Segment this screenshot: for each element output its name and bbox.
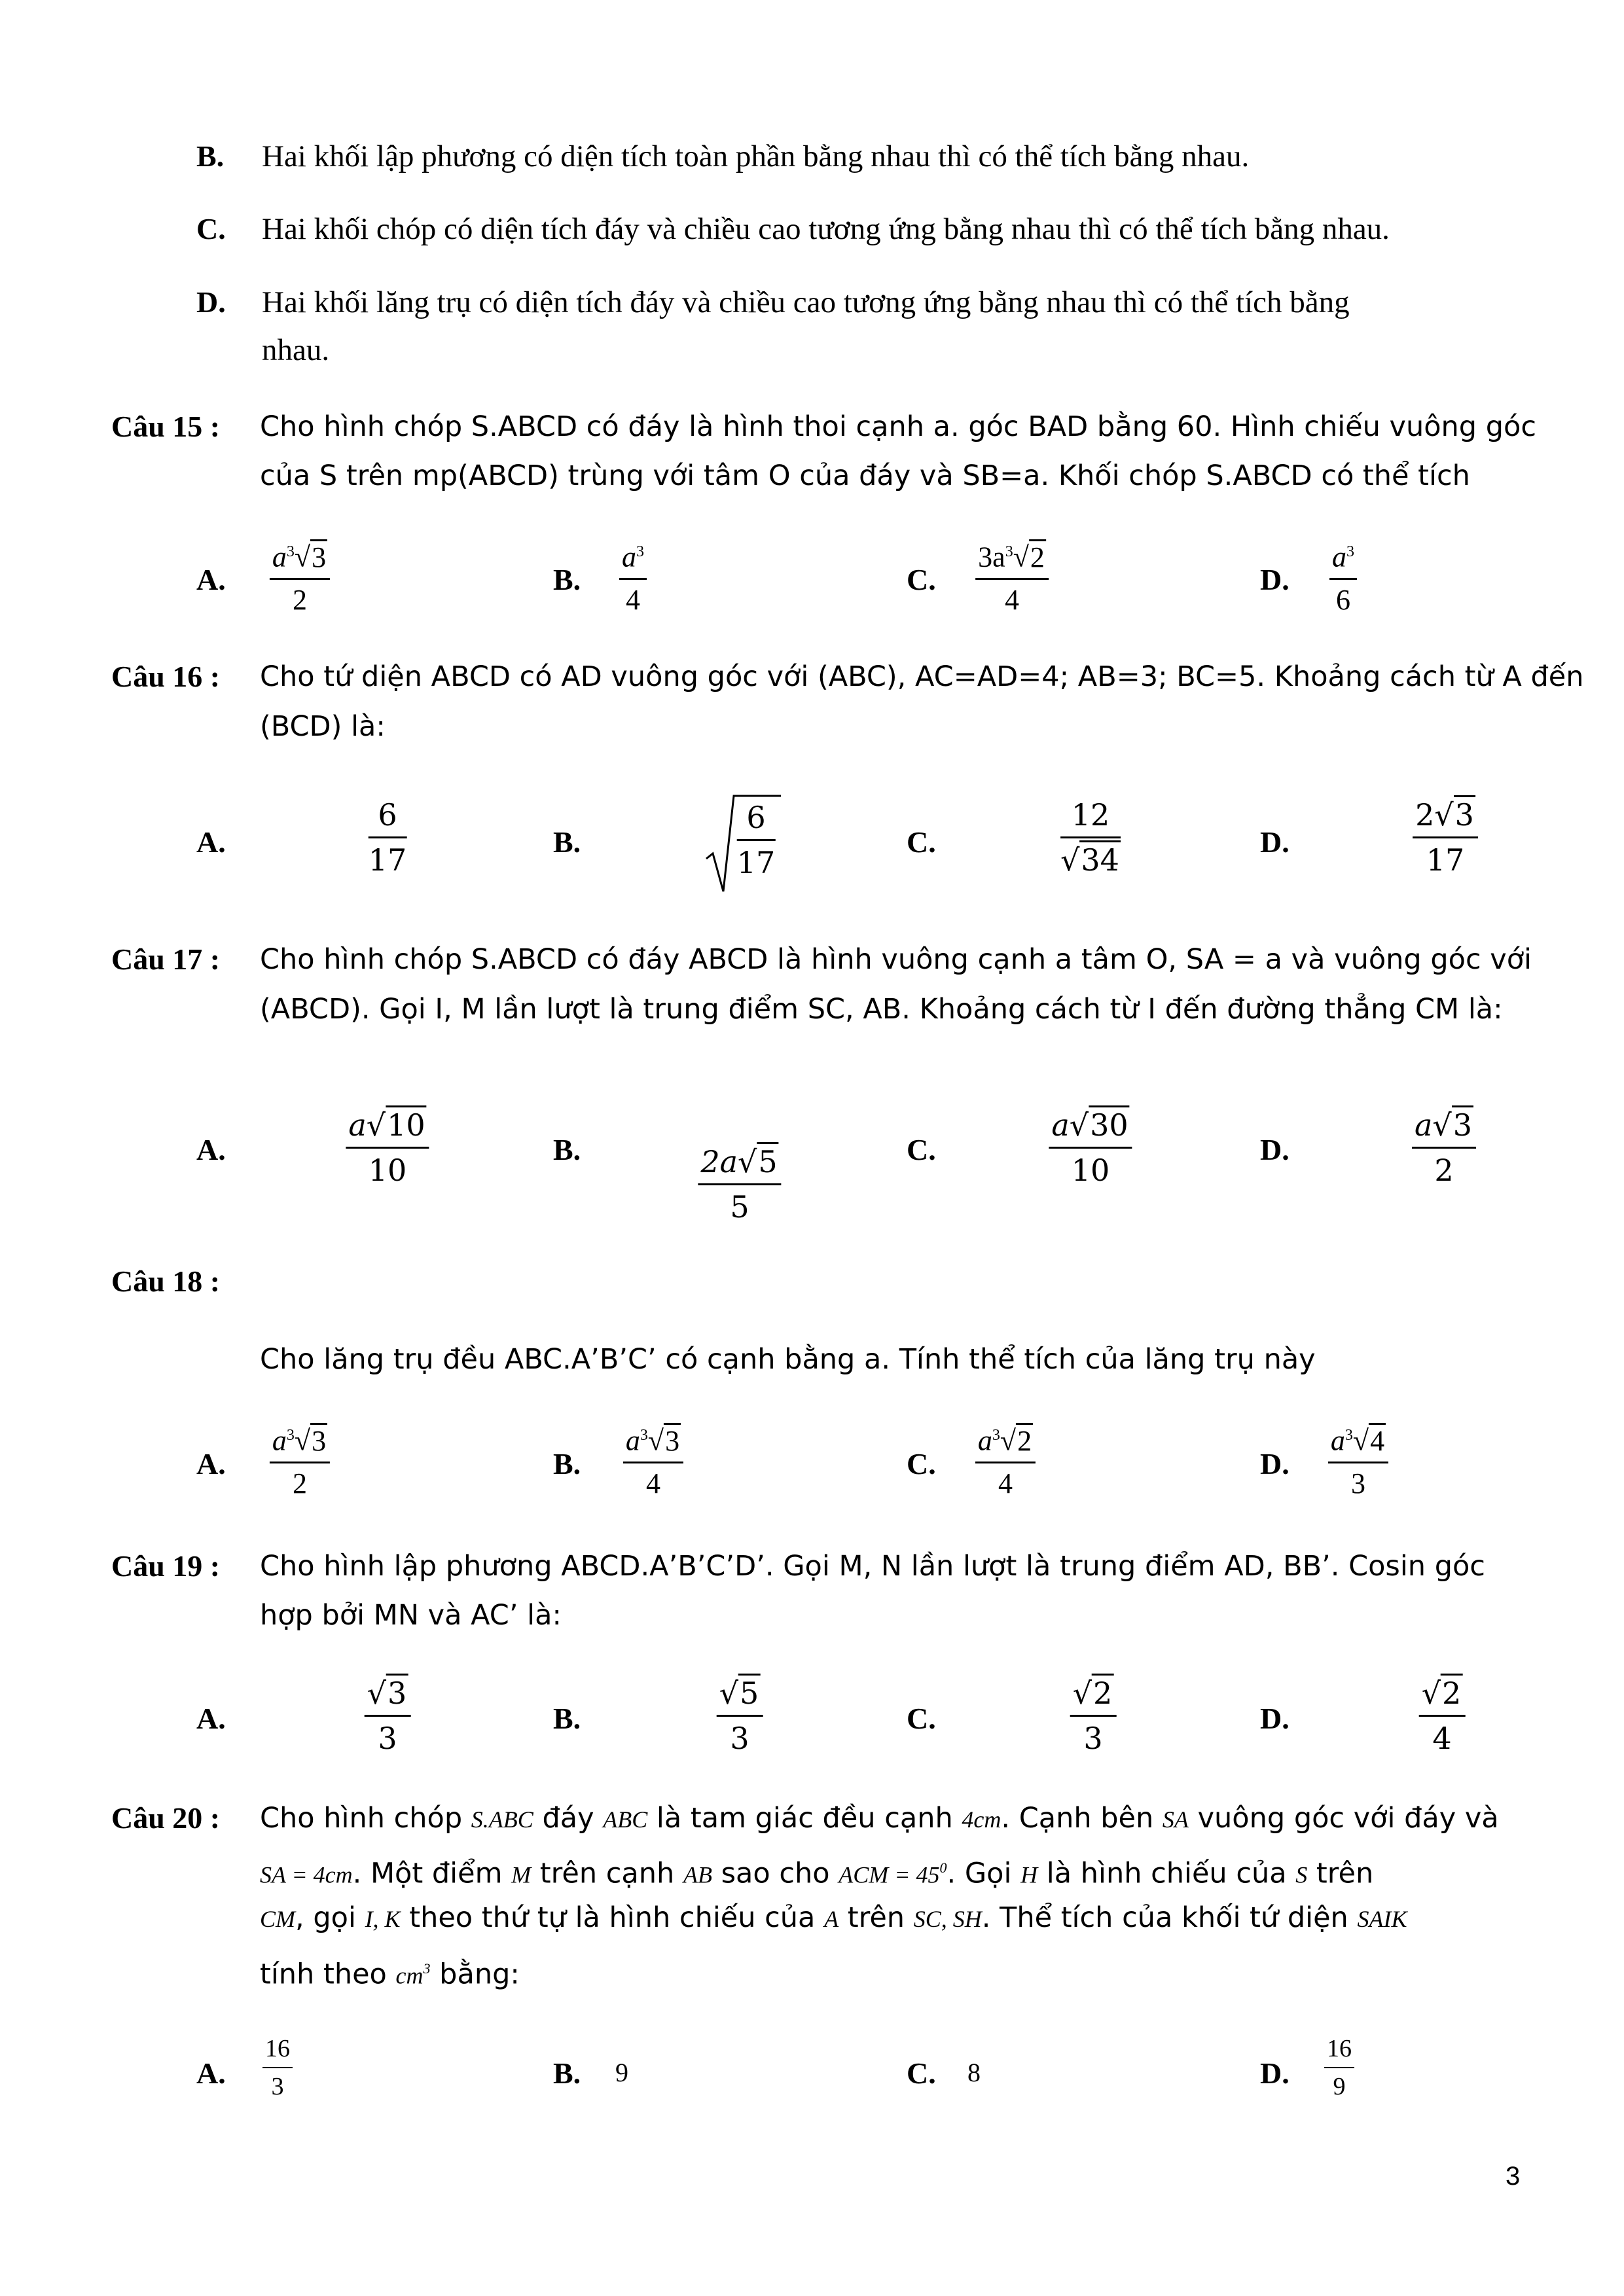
q19-label-a: A. xyxy=(196,1702,226,1735)
q17-answer-d: a√3 2 xyxy=(1412,1107,1476,1188)
q17-answer-a: a√10 10 xyxy=(346,1107,429,1188)
q15-label: Câu 15 : xyxy=(111,410,221,443)
q15-label-d: D. xyxy=(1260,563,1290,596)
q20-text-line3: CM, gọi I, K theo thứ tự là hình chiếu của A trên SC, SH. Thể tích của khối tứ diện SAIK xyxy=(260,1901,1407,1934)
q19-answer-b: √5 3 xyxy=(717,1676,763,1756)
q16-label-a: A. xyxy=(196,825,226,859)
q18-answer-d: $a^3√4$ 3 xyxy=(1328,1419,1388,1500)
q14-option-c: Hai khối chóp có diện tích đáy và chiều cao tương ứng bằng nhau thì có thể tích bằng nhau. xyxy=(262,212,1390,246)
q20-answer-c: 8 xyxy=(967,2058,981,2087)
q20-answer-a: 16 3 xyxy=(262,2034,293,2101)
q18-label: Câu 18 : xyxy=(111,1265,221,1298)
q19-label-c: C. xyxy=(907,1702,936,1735)
q19-text-line2: hợp bởi MN và AC’ là: xyxy=(260,1599,562,1632)
page-number: 3 xyxy=(1506,2162,1521,2191)
q15-text-line2: của S trên mp(ABCD) trùng với tâm O của đáy và SB=a. Khối chóp S.ABCD có thể tích xyxy=(260,459,1470,492)
q17-label-c: C. xyxy=(907,1133,936,1166)
q18-answer-a: $a^3√3$ 2 xyxy=(270,1419,330,1500)
q15-answer-c: $3a^3√2$ 4 xyxy=(975,535,1049,617)
q18-label-c: C. xyxy=(907,1447,936,1480)
q20-answer-b: 9 xyxy=(615,2058,628,2087)
q18-label-d: D. xyxy=(1260,1447,1290,1480)
q16-text-line2: (BCD) là: xyxy=(260,710,386,743)
q19-answer-c: √2 3 xyxy=(1070,1676,1117,1756)
q17-label-b: B. xyxy=(553,1133,581,1166)
q15-label-c: C. xyxy=(907,563,936,596)
q16-label-d: D. xyxy=(1260,825,1290,859)
q20-label-c: C. xyxy=(907,2056,936,2090)
q20-answer-d: 16 9 xyxy=(1324,2034,1354,2101)
q18-label-a: A. xyxy=(196,1447,226,1480)
q17-text-line2: (ABCD). Gọi I, M lần lượt là trung điểm SC, AB. Khoảng cách từ I đến đường thẳng CM là: xyxy=(260,993,1503,1026)
q15-answer-d: $a^3$ 6 xyxy=(1329,535,1357,617)
q16-label-c: C. xyxy=(907,825,936,859)
q20-text-line2: SA = 4cm. Một điểm M trên cạnh AB sao cho ACM = $45^0$. Gọi H là hình chiếu của S trên xyxy=(260,1857,1374,1890)
q16-label: Câu 16 : xyxy=(111,660,221,693)
q17-label: Câu 17 : xyxy=(111,942,221,976)
q20-label-a: A. xyxy=(196,2056,226,2090)
q20-label-d: D. xyxy=(1260,2056,1290,2090)
q16-answer-b-fraction: 6 17 xyxy=(736,800,776,880)
q17-label-d: D. xyxy=(1260,1133,1290,1166)
q15-answer-a: $a^3√3$ 2 xyxy=(270,535,330,617)
q14-label-b: B. xyxy=(196,139,225,173)
q14-option-b: Hai khối lập phương có diện tích toàn phần bằng nhau thì có thể tích bằng nhau. xyxy=(262,139,1250,173)
q16-label-b: B. xyxy=(553,825,581,859)
q15-label-a: A. xyxy=(196,563,226,596)
q16-answer-d: 2√3 17 xyxy=(1413,797,1478,878)
q18-answer-b: $a^3√3$ 4 xyxy=(623,1419,683,1500)
q19-text-line1: Cho hình lập phương ABCD.A’B’C’D’. Gọi M, N lần lượt là trung điểm AD, BB’. Cosin góc xyxy=(260,1550,1485,1583)
q20-label: Câu 20 : xyxy=(111,1801,221,1835)
q17-answer-c: a√30 10 xyxy=(1049,1107,1132,1188)
q19-label: Câu 19 : xyxy=(111,1549,221,1583)
q14-label-d: D. xyxy=(196,285,226,319)
q16-answer-a: 6 17 xyxy=(368,797,407,878)
q16-text-line1: Cho tứ diện ABCD có AD vuông góc với (ABC), AC=AD=4; AB=3; BC=5. Khoảng cách từ A đến xyxy=(260,660,1584,693)
q15-answer-b: $a^3$ 4 xyxy=(619,535,647,617)
q14-label-c: C. xyxy=(196,212,226,245)
q19-answer-a: √3 3 xyxy=(365,1676,411,1756)
q15-label-b: B. xyxy=(553,563,581,596)
q17-label-a: A. xyxy=(196,1133,226,1166)
q19-label-d: D. xyxy=(1260,1702,1290,1735)
q19-label-b: B. xyxy=(553,1702,581,1735)
q19-answer-d: √2 4 xyxy=(1419,1676,1466,1756)
q20-text-line1: Cho hình chóp S.ABC đáy ABC là tam giác đều cạnh 4cm. Cạnh bên SA vuông góc với đáy và xyxy=(260,1802,1499,1835)
q18-label-b: B. xyxy=(553,1447,581,1480)
q18-text-line1: Cho lăng trụ đều ABC.A’B’C’ có cạnh bằng a. Tính thể tích của lăng trụ này xyxy=(260,1343,1316,1376)
q20-text-line4: tính theo $cm^3$ bằng: xyxy=(260,1958,520,1991)
q16-answer-c: 12 √34 xyxy=(1060,797,1119,878)
q15-text-line1: Cho hình chóp S.ABCD có đáy là hình thoi cạnh a. góc BAD bằng 60. Hình chiếu vuông góc xyxy=(260,410,1536,443)
q20-label-b: B. xyxy=(553,2056,581,2090)
q17-answer-b: 2a√5 5 xyxy=(698,1144,781,1225)
q18-answer-c: $a^3√2$ 4 xyxy=(975,1419,1036,1500)
q17-text-line1: Cho hình chóp S.ABCD có đáy ABCD là hình vuông cạnh a tâm O, SA = a và vuông góc với xyxy=(260,943,1532,976)
q14-option-d-line1: Hai khối lăng trụ có diện tích đáy và chiều cao tương ứng bằng nhau thì có thể tích bằng xyxy=(262,285,1350,319)
q14-option-d-line2: nhau. xyxy=(262,333,330,367)
